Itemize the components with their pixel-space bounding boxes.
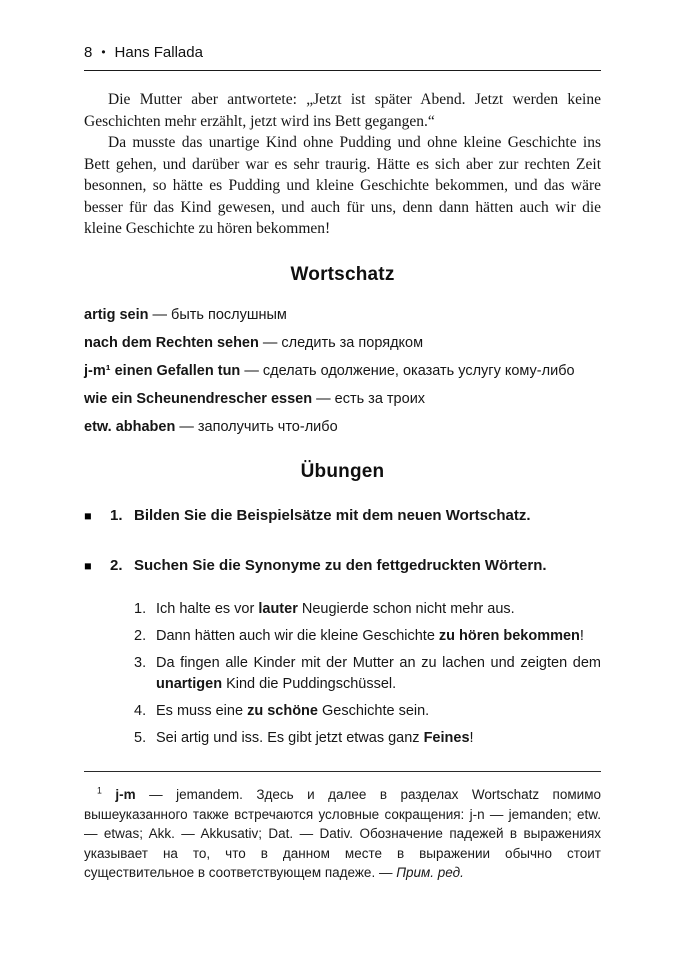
list-item <box>134 701 601 722</box>
exercise-number: 2. <box>110 556 123 574</box>
item-number: 3. <box>134 654 147 671</box>
vocab-item <box>84 362 601 381</box>
vocab-definition: есть за троих <box>334 390 426 407</box>
vocab-term: etw. abhaben <box>84 418 176 435</box>
footnote <box>84 785 601 883</box>
vocab-term: j-m¹ einen Gefallen tun <box>84 362 241 379</box>
dash-separator: — <box>262 334 278 351</box>
square-bullet-icon: ■ <box>84 558 92 573</box>
vocab-term: wie ein Scheunendrescher essen <box>84 390 313 407</box>
bullet-separator-icon: • <box>101 45 106 59</box>
exercise-2-heading <box>84 555 601 577</box>
vocab-item <box>84 390 601 409</box>
dash-separator: — <box>316 390 331 407</box>
item-text: Ich halte es vor lauter Neugierde schon nicht mehr aus. <box>156 600 515 617</box>
exercise-2-item-list <box>84 599 601 749</box>
item-text: Sei artig und iss. Es gibt jetzt etwas ganz Feines! <box>156 729 474 746</box>
vocab-term: nach dem Rechten sehen <box>84 334 259 351</box>
dash-separator: — <box>244 362 259 379</box>
vocab-list <box>84 306 601 437</box>
vocab-definition: быть послушным <box>171 306 287 323</box>
page-number: 8 <box>84 44 93 61</box>
list-item <box>134 728 601 749</box>
footnote-rule <box>84 771 601 772</box>
item-number: 5. <box>134 729 147 746</box>
author-name: Hans Fallada <box>114 44 203 61</box>
exercise-1-heading <box>84 505 601 527</box>
exercise-number: 1. <box>110 506 123 524</box>
page-header <box>84 44 601 61</box>
dash-separator: — <box>152 306 167 323</box>
item-text: Es muss eine zu schöne Geschichte sein. <box>156 702 430 719</box>
item-number: 1. <box>134 600 147 617</box>
vocab-item <box>84 418 601 437</box>
story-text <box>84 89 601 240</box>
item-text: Da fingen alle Kinder mit der Mutter an zu lachen und zeigten dem unartigen Kind die Puddingschüssel. <box>156 654 601 692</box>
vocab-item <box>84 306 601 325</box>
list-item <box>134 626 601 647</box>
dash-separator: — <box>179 418 194 435</box>
vocab-item <box>84 334 601 353</box>
vocab-definition: сделать одолжение, оказать услугу кому-либо <box>262 362 575 379</box>
uebungen-heading: Übungen <box>300 460 385 482</box>
exercise-title: Bilden Sie die Beispielsätze mit dem neuen Wortschatz. <box>134 506 531 524</box>
item-number: 4. <box>134 702 147 719</box>
wortschatz-heading: Wortschatz <box>290 263 395 285</box>
list-item <box>134 599 601 620</box>
item-text: Dann hätten auch wir die kleine Geschichte zu hören bekommen! <box>156 627 584 644</box>
story-paragraph: Da musste das unartige Kind ohne Pudding und ohne kleine Geschichte ins Bett gehen, und darüber war es sehr traurig. Hätte es sich aber zur rechten Zeit besonnen, so hätte es Pudding und kleine Geschichte bekommen, und das wäre besser für das Kind gewesen, und auch für uns, denn dann hätten auch wir die kleine Geschichte zu hören bekommen! <box>84 134 601 237</box>
vocab-term: artig sein <box>84 306 149 323</box>
vocab-definition: следить за порядком <box>281 334 424 351</box>
header-rule <box>84 70 601 71</box>
square-bullet-icon: ■ <box>84 508 92 523</box>
story-paragraph: Die Mutter aber antwortete: „Jetzt ist später Abend. Jetzt werden keine Geschichten mehr erzählt, jetzt wird ins Bett gegangen.“ <box>84 91 601 130</box>
footnote-text: j-m — jemandem. Здесь и далее в разделах Wortschatz помимо вышеуказанного также встречаются условные сокращения: j-n — jemanden; etw. — etwas; Akk. — Akkusativ; Dat. — Dativ. Обозначение падежей в выражениях указывает на то, что в данном месте в выражении обычно стоит существительное в соответствующем падеже. — Прим. ред. <box>84 787 601 880</box>
footnote-marker: 1 <box>97 785 102 796</box>
list-item <box>134 653 601 695</box>
item-number: 2. <box>134 627 147 644</box>
exercise-title: Suchen Sie die Synonyme zu den fettgedruckten Wörtern. <box>134 556 547 574</box>
vocab-definition: заполучить что-либо <box>197 418 338 435</box>
